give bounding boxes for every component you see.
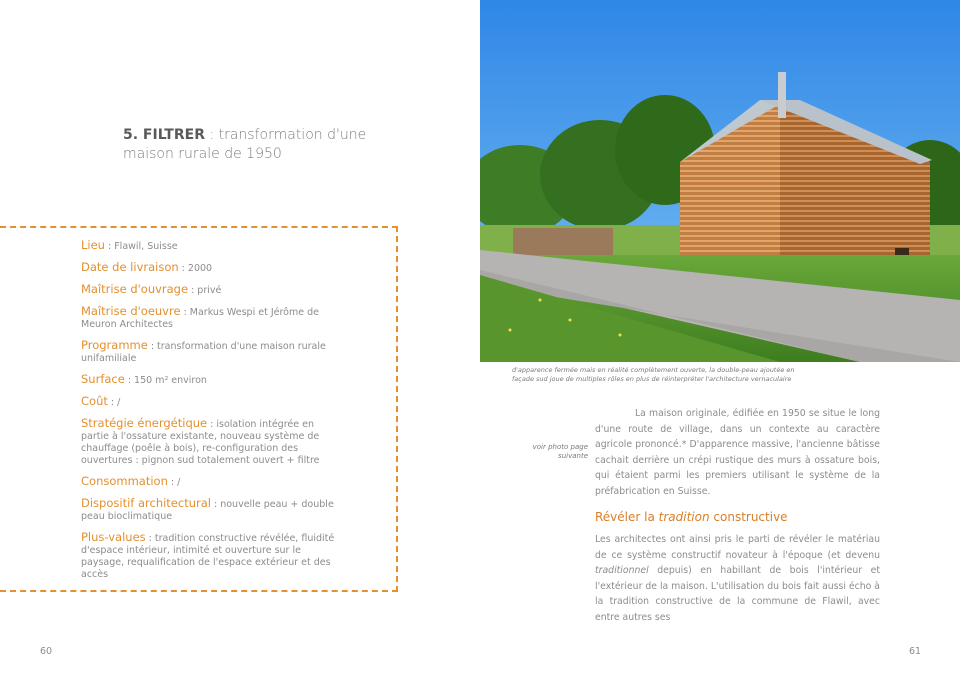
info-value: : transformation d'une maison rurale unifamiliale: [81, 341, 326, 364]
info-label: Surface: [81, 372, 125, 386]
body-paragraph-2: [595, 532, 880, 625]
info-value: : /: [167, 477, 181, 488]
info-value: : Markus Wespi et Jérôme de Meuron Architectes: [81, 307, 319, 330]
title-text: : transformation d'une maison rurale de 1950: [123, 127, 367, 162]
body-paragraph-1: La maison originale, édifiée en 1950 se situe le long d'une route de village, dans un contexte au caractère agricole prononcé.* D'apparence massive, l'ancienne bâtisse cachait derrière un crépi rustique des murs à ossature bois, qui étaient parmi les premiers utilisant le système de la préfabrication en Suisse.: [595, 408, 880, 497]
info-entry-cout: [81, 395, 341, 409]
info-entry-lieu: [81, 239, 341, 253]
info-value: : tradition constructive révélée, fluidité d'espace intérieur, intimité et ouverture sur le paysage, requalification de l'espace extérieur et des accès: [81, 533, 335, 580]
info-value: : privé: [188, 285, 222, 296]
paragraph-text: Les architectes ont ainsi pris le parti de révéler le matériau de ce système constructif novateur à l'époque (et devenu: [595, 534, 880, 561]
info-entry-programme: [81, 339, 341, 365]
info-label: Plus-values: [81, 530, 146, 544]
info-entry-maitrise-ouvrage: [81, 283, 341, 297]
info-value: : nouvelle peau + double peau bioclimatique: [81, 499, 334, 522]
side-note: voir photo page suivante: [532, 443, 588, 460]
info-entry-date: [81, 261, 341, 275]
info-label: Date de livraison: [81, 260, 179, 274]
paragraph-emphasis: traditionnel: [595, 565, 649, 576]
subheading-text: Révéler la: [595, 510, 659, 524]
section-subheading: [595, 510, 788, 524]
title-number: 5. FILTRER: [123, 127, 205, 143]
info-label: Lieu: [81, 238, 105, 252]
info-label: Consommation: [81, 474, 168, 488]
info-entry-dispositif: [81, 497, 341, 523]
info-entry-consommation: [81, 475, 341, 489]
page-number-left: 60: [40, 646, 53, 657]
info-value: : isolation intégrée en partie à l'ossature existante, nouveau système de chauffage (poêle à bois), re-configuration des ouvertures : pignon sud totalement ouvert + filtre: [81, 419, 320, 466]
info-value: : /: [107, 397, 121, 408]
info-value: : Flawil, Suisse: [104, 241, 178, 252]
info-entry-maitrise-oeuvre: [81, 305, 341, 331]
info-label: Programme: [81, 338, 148, 352]
info-entry-strategie: [81, 417, 341, 467]
paragraph-text: depuis) en habillant de bois l'intérieur et l'extérieur de la maison. L'utilisation du bois fait aussi écho à la tradition constructive de la commune de Flawil, avec entre autres ses: [595, 565, 880, 623]
info-label: Dispositif architectural: [81, 496, 211, 510]
info-entry-plus-values: [81, 531, 341, 581]
subheading-emphasis: tradition: [658, 510, 710, 524]
info-entry-surface: [81, 373, 341, 387]
subheading-text: constructive: [709, 510, 788, 524]
info-label: Maîtrise d'ouvrage: [81, 282, 189, 296]
page-number-right: 61: [909, 646, 922, 657]
photo-caption: d'apparence fermée mais en réalité complètement ouverte, la double-peau ajoutée en façade sud joue de multiples rôles en plus de réinterpréter l'architecture vernaculaire: [512, 366, 795, 383]
project-info-list: [81, 239, 341, 589]
info-value: : 2000: [178, 263, 213, 274]
house-photo: [480, 0, 960, 362]
info-label: Stratégie énergétique: [81, 416, 208, 430]
info-label: Coût: [81, 394, 108, 408]
info-label: Maîtrise d'oeuvre: [81, 304, 181, 318]
info-value: : 150 m² environ: [124, 375, 207, 386]
page-title: [123, 126, 383, 164]
